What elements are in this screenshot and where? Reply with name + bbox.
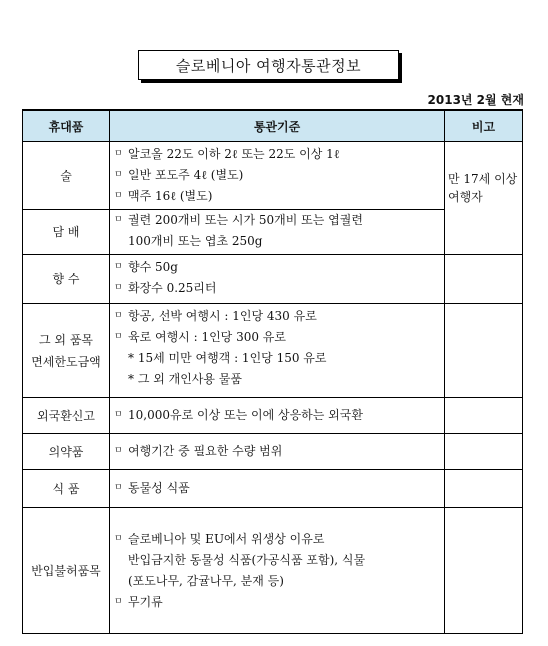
category-cell: 담 배 <box>23 210 110 255</box>
category-cell: 술 <box>23 142 110 210</box>
square-bullet-icon: ㅁ <box>114 533 123 544</box>
table-row <box>23 434 523 470</box>
note-cell <box>445 508 523 634</box>
square-bullet-icon: ㅁ <box>114 311 123 321</box>
square-bullet-icon: ㅁ <box>114 483 123 493</box>
table-row <box>23 508 523 634</box>
square-bullet-icon: ㅁ <box>114 262 123 272</box>
square-bullet-icon: ㅁ <box>114 283 123 293</box>
table-row <box>23 304 523 398</box>
header-standard: 통관기준 <box>110 110 445 142</box>
standard-cell: ㅁ 슬로베니아 및 EU에서 위생상 이유로 반입금지한 동물성 식품(가공식품 포함), 식물 (포도나무, 감귤나무, 분재 등) ㅁ 무기류 <box>110 508 445 634</box>
note-cell <box>445 398 523 434</box>
standard-cell: ㅁ 향수 50g ㅁ 화장수 0.25리터 <box>110 255 445 304</box>
square-bullet-icon: ㅁ <box>114 149 123 159</box>
square-bullet-icon: ㅁ <box>114 215 123 225</box>
table-row <box>23 255 523 304</box>
standard-cell: ㅁ 동물성 식품 <box>110 470 445 508</box>
square-bullet-icon: ㅁ <box>114 596 123 607</box>
category-cell: 외국환신고 <box>23 398 110 434</box>
note-cell <box>445 434 523 470</box>
table-row <box>23 470 523 508</box>
standard-cell: ㅁ 알코올 22도 이하 2ℓ 또는 22도 이상 1ℓ ㅁ 일반 포도주 4ℓ (별도) ㅁ 맥주 16ℓ (별도) <box>110 142 445 210</box>
note-cell <box>445 304 523 398</box>
customs-table <box>22 109 523 634</box>
table-row <box>23 142 523 210</box>
standard-cell: ㅁ 10,000유로 이상 또는 이에 상응하는 외국환 <box>110 398 445 434</box>
note-cell: 만 17세 이상 여행자 <box>445 142 523 255</box>
category-cell: 향 수 <box>23 255 110 304</box>
note-cell <box>445 470 523 508</box>
category-cell: 그 외 품목 면세한도금액 <box>23 304 110 398</box>
standard-cell: ㅁ 항공, 선박 여행시 : 1인당 430 유로 ㅁ 육로 여행시 : 1인당 300 유로 * 15세 미만 여행객 : 1인당 150 유로 * 그 외 개인사용 물품 <box>110 304 445 398</box>
square-bullet-icon: ㅁ <box>114 191 123 201</box>
table-header-row <box>23 110 523 142</box>
square-bullet-icon: ㅁ <box>114 410 123 420</box>
date-label: 2013년 2월 현재 <box>427 93 524 107</box>
standard-cell: ㅁ 여행기간 중 필요한 수량 범위 <box>110 434 445 470</box>
note-cell <box>445 255 523 304</box>
header-item: 휴대품 <box>23 110 110 142</box>
page-title: 슬로베니아 여행자통관정보 <box>138 50 399 80</box>
square-bullet-icon: ㅁ <box>114 332 123 342</box>
category-cell: 반입불허품목 <box>23 508 110 634</box>
square-bullet-icon: ㅁ <box>114 170 123 180</box>
square-bullet-icon: ㅁ <box>114 446 123 456</box>
standard-cell: ㅁ 궐련 200개비 또는 시가 50개비 또는 엽궐련 100개비 또는 엽초 250g <box>110 210 445 255</box>
category-cell: 의약품 <box>23 434 110 470</box>
category-cell: 식 품 <box>23 470 110 508</box>
table-row <box>23 398 523 434</box>
header-note: 비고 <box>445 110 523 142</box>
